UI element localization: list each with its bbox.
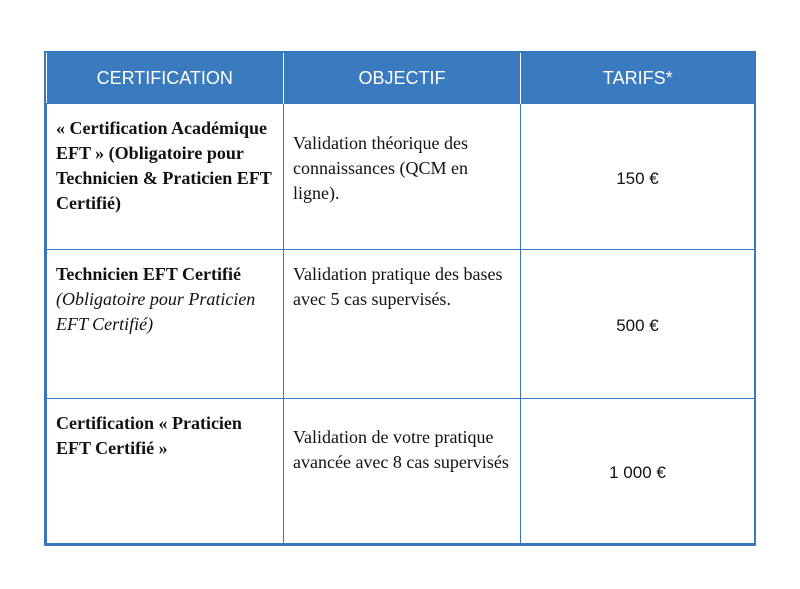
certification-note: (Obligatoire pour Praticien EFT Certifié)	[56, 289, 256, 335]
certification-name: « Certification Académique EFT » (Obligatoire pour Technicien & Praticien EFT Certifié)	[56, 118, 272, 213]
pricing-table	[46, 53, 755, 544]
certification-cell	[47, 398, 284, 543]
objectif-cell: Validation théorique des connaissances (QCM en ligne).	[284, 104, 521, 250]
tarif-cell: 150 €	[521, 104, 755, 250]
tarif-cell: 1 000 €	[521, 398, 755, 543]
table-row	[47, 250, 755, 398]
header-tarifs: TARIFS*	[521, 53, 755, 104]
certification-pricing-table	[44, 51, 756, 546]
certification-name: Technicien EFT Certifié	[56, 264, 241, 285]
header-objectif: OBJECTIF	[284, 53, 521, 104]
table-header-row	[47, 53, 755, 104]
certification-name: Certification « Praticien EFT Certifié »	[56, 412, 242, 458]
objectif-cell: Validation pratique des bases avec 5 cas supervisés.	[284, 250, 521, 398]
table-row	[47, 104, 755, 250]
table-row	[47, 398, 755, 543]
tarif-cell: 500 €	[521, 250, 755, 398]
certification-cell	[47, 104, 284, 250]
header-certification: CERTIFICATION	[47, 53, 284, 104]
objectif-cell: Validation de votre pratique avancée avec 8 cas supervisés	[284, 398, 521, 543]
certification-cell	[47, 250, 284, 398]
